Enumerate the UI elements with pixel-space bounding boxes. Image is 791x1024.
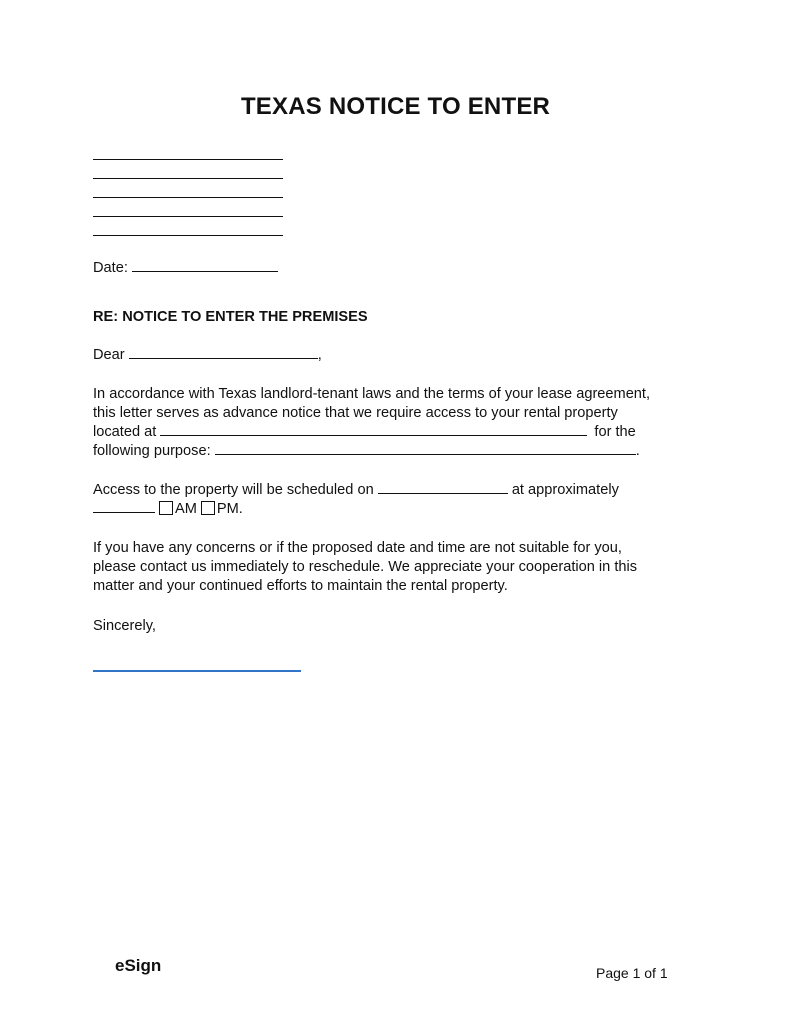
address-line-3[interactable] <box>93 197 283 198</box>
for-the-label: for the <box>594 424 636 440</box>
address-line-5[interactable] <box>93 235 283 236</box>
para1-line3 <box>93 423 636 442</box>
address-line-4[interactable] <box>93 216 283 217</box>
para2-line1 <box>93 481 619 500</box>
para1-line1: In accordance with Texas landlord-tenant laws and the terms of your lease agreement, <box>93 386 651 402</box>
pm-label: PM. <box>216 501 243 517</box>
salutation-row <box>93 346 322 365</box>
time-field[interactable] <box>93 500 155 513</box>
located-at-label: located at <box>93 424 157 440</box>
para1-line2: this letter serves as advance notice that we require access to your rental property <box>93 405 618 421</box>
closing: Sincerely, <box>93 618 156 634</box>
para1-line4 <box>93 442 640 461</box>
para3-line2: please contact us immediately to reschedule. We appreciate your cooperation in this <box>93 559 638 575</box>
date-row <box>93 259 278 278</box>
scheduled-on-label: Access to the property will be scheduled on <box>93 482 374 498</box>
property-address-field[interactable] <box>160 423 587 436</box>
signature-line[interactable] <box>93 670 301 672</box>
purpose-field[interactable] <box>215 442 636 455</box>
purpose-label: following purpose: <box>93 443 211 459</box>
para3-line1: If you have any concerns or if the proposed date and time are not suitable for you, <box>93 540 622 556</box>
para2-line2 <box>93 500 243 519</box>
address-line-1[interactable] <box>93 159 283 160</box>
esign-logo: eSign <box>115 956 162 975</box>
salutation-comma: , <box>317 347 322 363</box>
document-title: TEXAS NOTICE TO ENTER <box>240 93 551 120</box>
date-field[interactable] <box>132 259 278 272</box>
recipient-name-field[interactable] <box>129 346 318 359</box>
am-checkbox[interactable] <box>159 501 173 515</box>
purpose-period: . <box>635 443 640 459</box>
at-approximately-label: at approximately <box>511 482 619 498</box>
pm-checkbox[interactable] <box>201 501 215 515</box>
page-number: Page 1 of 1 <box>596 965 668 981</box>
date-label: Date: <box>93 260 128 276</box>
address-line-2[interactable] <box>93 178 283 179</box>
salutation-label: Dear <box>93 347 125 363</box>
scheduled-date-field[interactable] <box>378 481 508 494</box>
re-line: RE: NOTICE TO ENTER THE PREMISES <box>93 309 368 325</box>
para3-line3: matter and your continued efforts to maintain the rental property. <box>93 578 508 594</box>
am-label: AM <box>175 501 197 517</box>
